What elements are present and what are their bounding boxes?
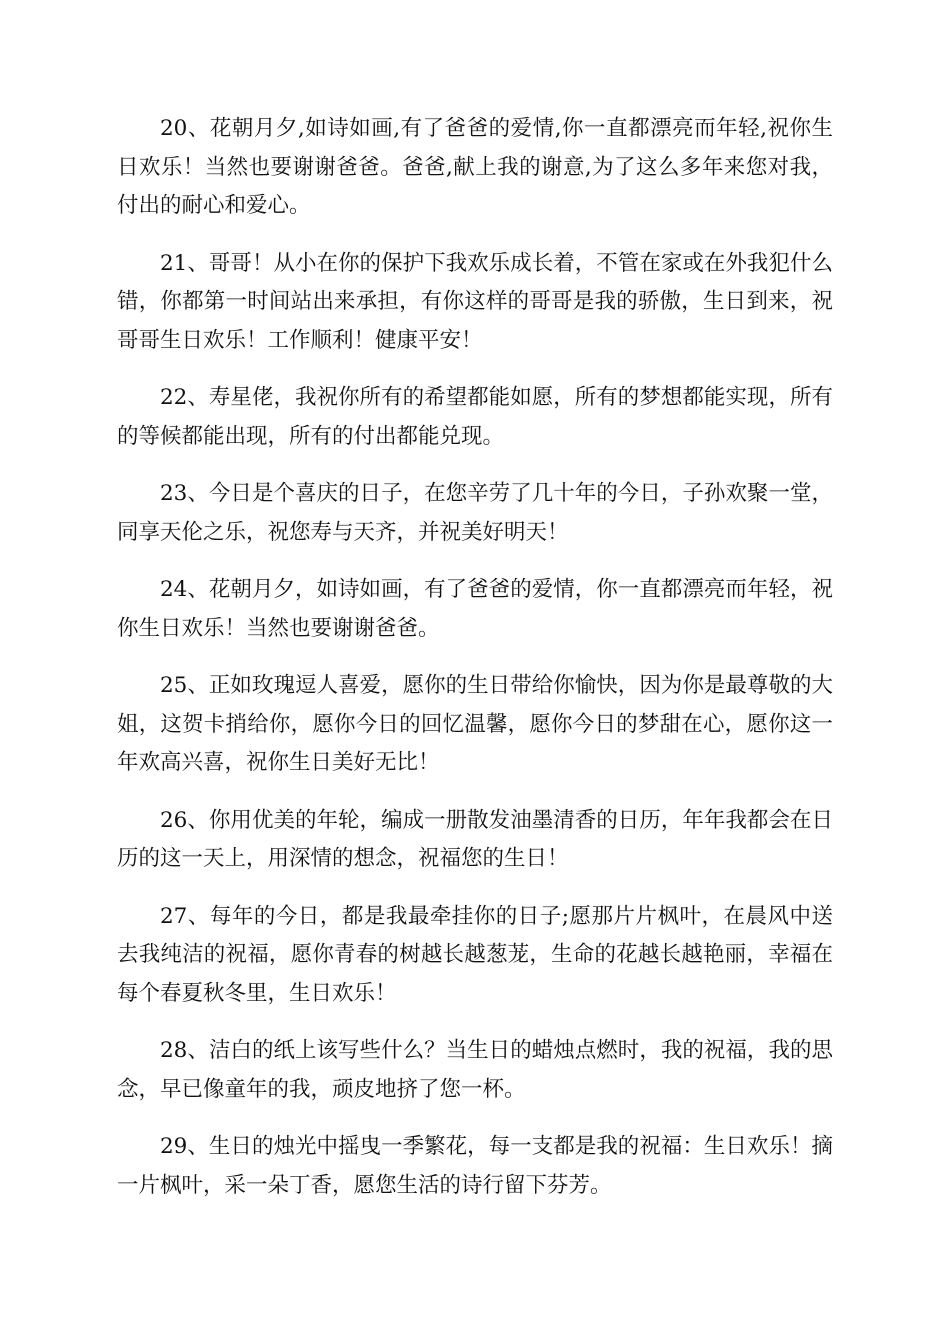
- paragraph-23: 23、今日是个喜庆的日子，在您辛劳了几十年的今日，子孙欢聚一堂，同享天伦之乐，祝您寿与天齐，并祝美好明天！: [117, 481, 833, 545]
- paragraph-21: 21、哥哥！从小在你的保护下我欢乐成长着，不管在家或在外我犯什么错，你都第一时间站出来承担，有你这样的哥哥是我的骄傲，生日到来，祝哥哥生日欢乐！工作顺利！健康平安！: [117, 250, 833, 353]
- paragraph-29: 29、生日的烛光中摇曳一季繁花，每一支都是我的祝福：生日欢乐！摘一片枫叶，采一朵丁香，愿您生活的诗行留下芬芳。: [117, 1134, 833, 1198]
- paragraph-22: 22、寿星佬，我祝你所有的希望都能如愿，所有的梦想都能实现，所有的等候都能出现，所有的付出都能兑现。: [117, 385, 833, 449]
- paragraph-26: 26、你用优美的年轮，编成一册散发油墨清香的日历，年年我都会在日历的这一天上，用深情的想念，祝福您的生日！: [117, 807, 833, 871]
- paragraph-28: 28、洁白的纸上该写些什么？当生日的蜡烛点燃时，我的祝福，我的思念，早已像童年的我，顽皮地挤了您一杯。: [117, 1038, 833, 1102]
- document-body: [117, 110, 833, 1224]
- paragraph-27: 27、每年的今日，都是我最牵挂你的日子;愿那片片枫叶，在晨风中送去我纯洁的祝福，愿你青春的树越长越葱茏，生命的花越长越艳丽，幸福在每个春夏秋冬里，生日欢乐！: [117, 903, 833, 1006]
- paragraph-20: 20、花朝月夕,如诗如画,有了爸爸的爱情,你一直都漂亮而年轻,祝你生日欢乐！当然也要谢谢爸爸。爸爸,献上我的谢意,为了这么多年来您对我，付出的耐心和爱心。: [117, 116, 833, 218]
- paragraph-24: 24、花朝月夕，如诗如画，有了爸爸的爱情，你一直都漂亮而年轻，祝你生日欢乐！当然也要谢谢爸爸。: [117, 577, 833, 641]
- paragraph-25: 25、正如玫瑰逗人喜爱，愿你的生日带给你愉快，因为你是最尊敬的大姐，这贺卡捎给你，愿你今日的回忆温馨，愿你今日的梦甜在心，愿你这一年欢高兴喜，祝你生日美好无比！: [117, 673, 833, 775]
